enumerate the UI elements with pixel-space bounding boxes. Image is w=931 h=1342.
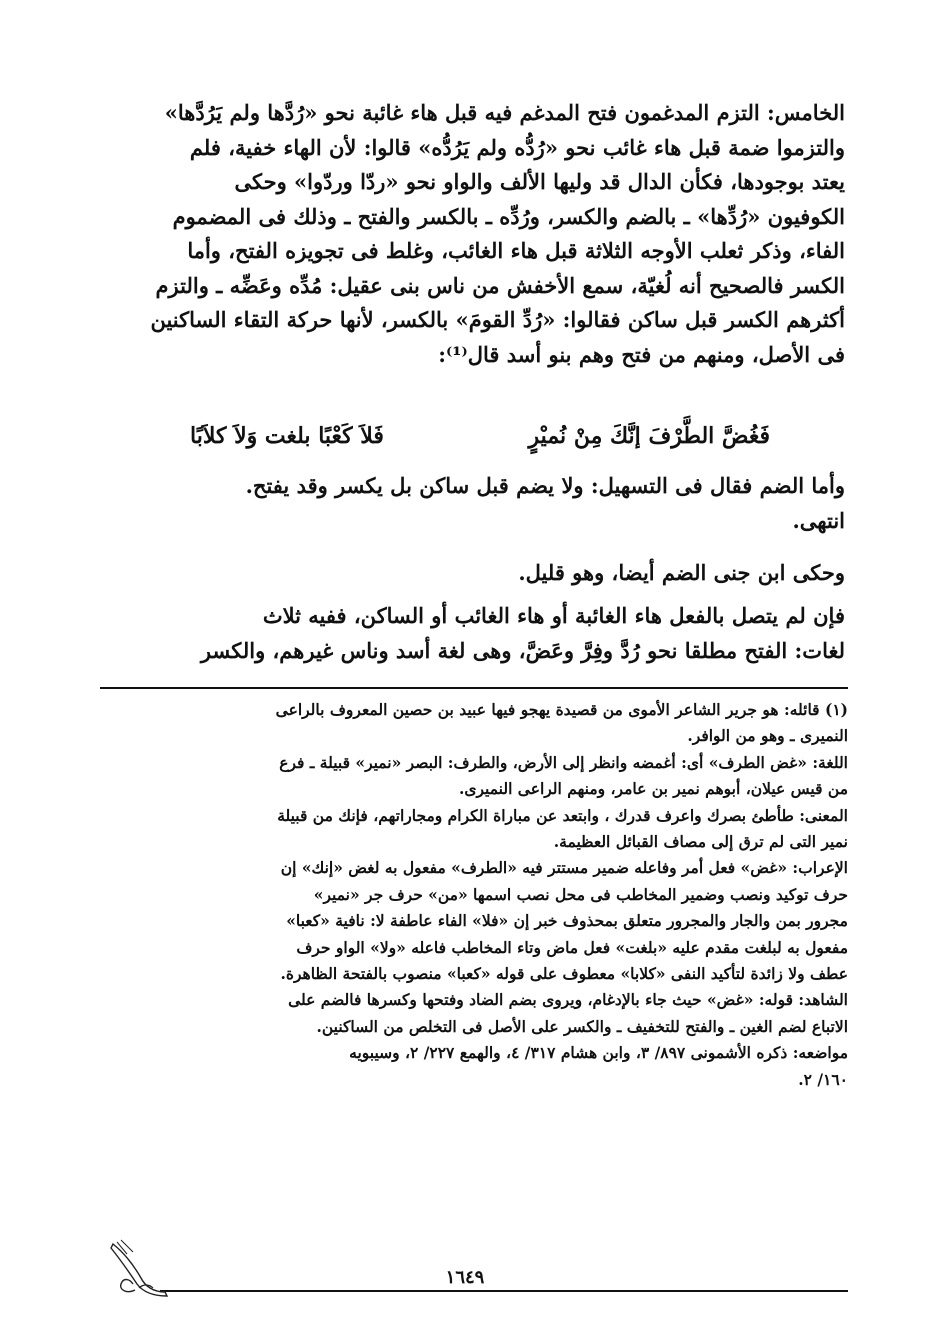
poetry-verse [190, 423, 770, 459]
footnote-line: مجرور بمن والجار والمجرور متعلق بمحذوف خبر إن «فلا» الفاء عاطفة لا: نافية «كعبا» [286, 911, 848, 931]
footnote-line: (١) قائله: هو جرير الشاعر الأموى من قصيدة يهجو فيها عبيد بن حصين المعروف بالراعى [275, 700, 848, 719]
footnote-line: اللغة: «غض الطرف» أى: أغمضه وانظر إلى الأرض، والطرف: البصر «نمير» قبيلة ـ فرع [279, 752, 848, 772]
footnote-meaning [100, 803, 848, 856]
main-paragraph-3 [100, 556, 845, 591]
page-number: ١٦٤٩ [445, 1267, 485, 1288]
text-line: الخامس: التزم المدغمون فتح المدغم فيه قبل هاء غائبة نحو «رُدَّها ولم يَرُدَّها» [164, 100, 845, 125]
footnote-separator [100, 687, 848, 689]
text-line: فإن لم يتصل بالفعل هاء الغائبة أو هاء الغائب أو الساكن، ففيه ثلاث [262, 603, 845, 628]
bottom-rule [160, 1290, 848, 1292]
footnote-line: ١٦٠/ ٢. [798, 1069, 848, 1089]
text-line: وحكى ابن جنى الضم أيضا، وهو قليل. [518, 560, 845, 585]
footnote-line: من قيس عيلان، أبوهم نمير بن عامر، ومنهم الراعى النميرى. [458, 779, 848, 799]
footnotes [100, 697, 848, 1093]
footnote-line: مواضعه: ذكره الأشمونى ٨٩٧/ ٣، وابن هشام ٣١٧/ ٤، والهمع ٢٢٧/ ٢، وسيبويه [349, 1043, 848, 1063]
footnote-speaker [100, 697, 848, 750]
footnote-line: الشاهد: قوله: «غض» حيث جاء بالإدغام، ويروى بضم الضاد وفتحها وكسرها فالضم على [288, 990, 848, 1010]
main-paragraph-4 [100, 599, 845, 668]
footnote-line: مفعول به لبلغت مقدم عليه «بلغت» فعل ماض وتاء المخاطب فاعله «ولا» الواو حرف [296, 937, 848, 957]
text-line: فى الأصل، ومنهم من فتح وهم بنو أسد قال⁽¹⁾: [438, 341, 845, 367]
text-line: الكوفيون «رُدِّها» ـ بالضم والكسر، ورُدِّه ـ بالكسر والفتح ـ وذلك فى المضموم [172, 203, 845, 229]
text-line: والتزموا ضمة قبل هاء غائب نحو «رُدُّه ولم يَرُدُّه» قالوا: لأن الهاء خفية، فلم [189, 134, 845, 160]
text-line: الفاء، وذكر ثعلب الأوجه الثلاثة قبل هاء الغائب، وغلط فى تجويزه الفتح، وأما [187, 238, 845, 263]
footnote-line: النميرى ـ وهو من الوافر. [687, 726, 848, 746]
footnote-language [100, 750, 848, 803]
footnote-sources [100, 1040, 848, 1093]
text-line: لغات: الفتح مطلقا نحو رُدَّ وفِرَّ وعَضَّ، وهى لغة أسد وناس غيرهم، والكسر [200, 637, 845, 663]
footnote-line: حرف توكيد ونصب وضمير المخاطب فى محل نصب اسمها «من» حرف جر «نمير» [313, 884, 848, 904]
footnote-parsing [100, 855, 848, 987]
main-paragraph-2 [100, 469, 845, 538]
text-line: انتهى. [792, 507, 845, 533]
footnote-line: الإعراب: «غض» فعل أمر وفاعله ضمير مستتر فيه «الطرف» مفعول به لغض «إنك» إن [280, 858, 848, 878]
footnote-line: عطف ولا زائدة لتأكيد النفى «كلابا» معطوف على قوله «كعبا» منصوب بالفتحة الظاهرة. [280, 964, 848, 984]
verse-first-hemistich: فَغُضَّ الطَّرْفَ إنَّكَ مِنْ نُميْرٍ [528, 423, 770, 449]
pen-nib-ornament-icon [103, 1238, 173, 1300]
text-line: وأما الضم فقال فى التسهيل: ولا يضم قبل ساكن بل يكسر وقد يفتح. [245, 473, 845, 498]
footnote-line: نمير التى لم ترق إلى مصاف القبائل العظيمة. [553, 832, 848, 852]
text-line: يعتد بوجودها، فكأن الدال قد وليها الألف والواو نحو «ردّا وردّوا» وحكى [234, 169, 845, 194]
footnote-evidence [100, 987, 848, 1040]
footnote-line: المعنى: طأطئ بصرك واعرف قدرك ، وابتعد عن مباراة الكرام ومجاراتهم، فإنك من قبيلة [277, 805, 848, 825]
text-line: الكسر فالصحيح أنه لُغيّة، سمع الأخفش من ناس بنى عقيل: مُدِّه وعَضِّه ـ والتزم [155, 272, 845, 298]
footnote-line: الاتباع لضم الغين ـ والفتح للتخفيف ـ والكسر على الأصل فى التخلص من الساكنين. [316, 1016, 848, 1036]
main-paragraph-1 [100, 96, 845, 372]
text-line: أكثرهم الكسر قبل ساكن فقالوا: «رُدِّ القومَ» بالكسر، لأنها حركة التقاء الساكنين [150, 307, 845, 332]
verse-second-hemistich: فَلاَ كَعْبًا بلغت وَلاَ كلاَبًا [190, 423, 384, 449]
